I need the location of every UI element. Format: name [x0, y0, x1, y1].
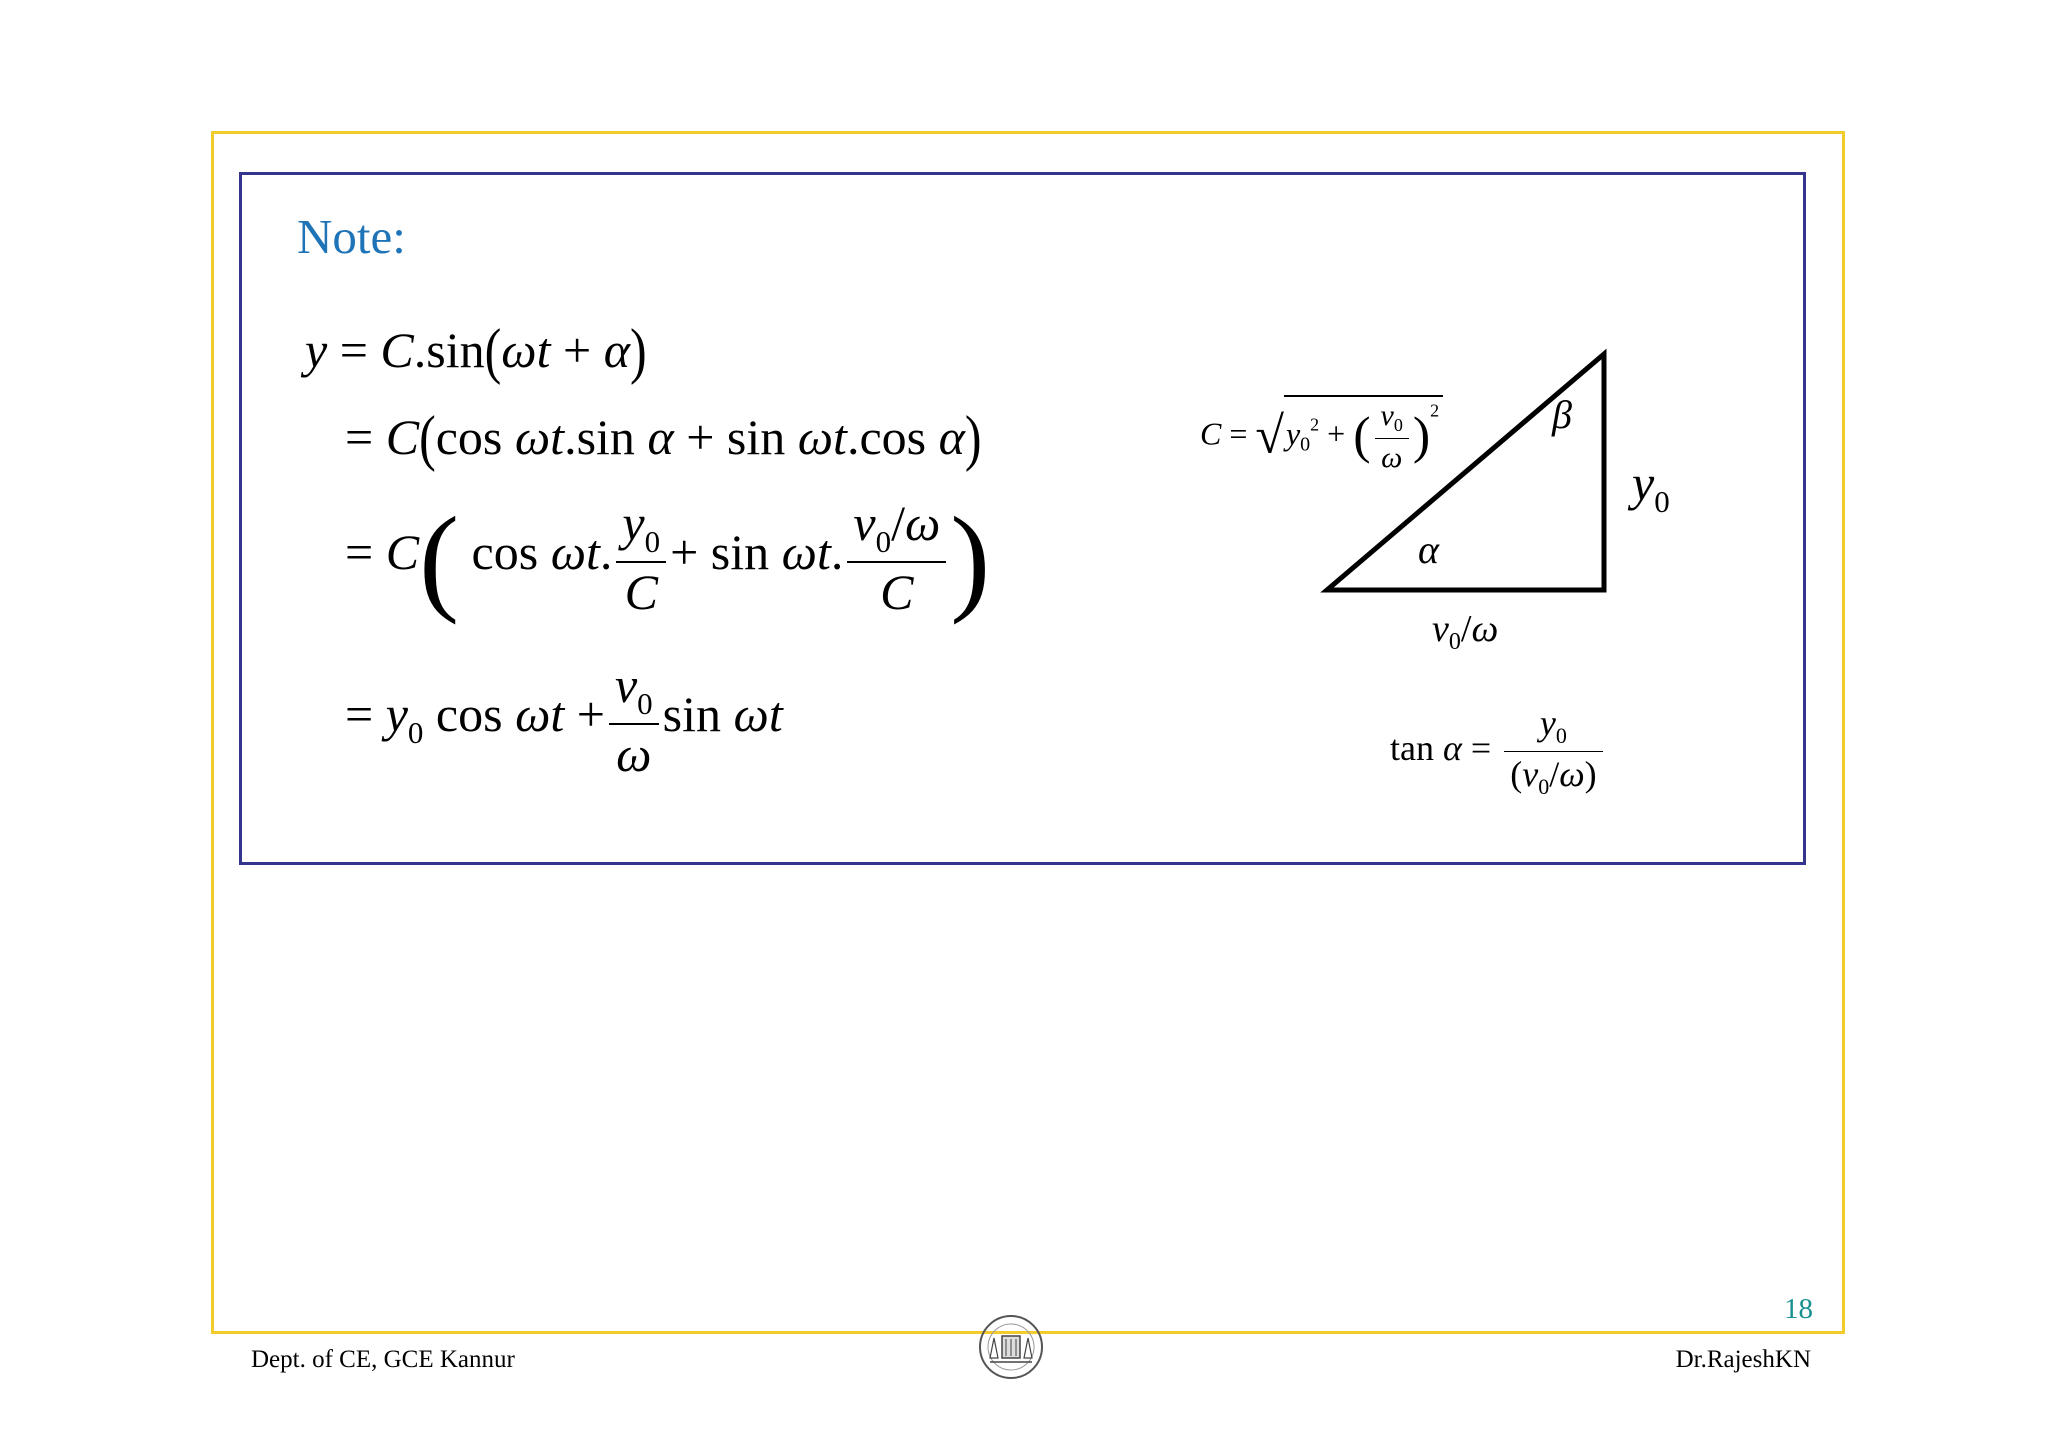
equation-line-2: = C(cos ωt.sin α + sin ωt.cos α)	[345, 402, 982, 472]
angle-beta-label: β	[1552, 392, 1572, 437]
equation-line-4: = $y_0$ cos ωt + $\frac{v_0}{\omega}$ sin ωt	[345, 657, 783, 782]
side-v0-omega-label: $v_0/\omega$	[1432, 608, 1499, 655]
footer-author: Dr.RajeshKN	[1675, 1346, 1811, 1373]
equation-line-1: y = C.sin(ωt + α)	[305, 315, 647, 385]
tan-alpha-formula: tan α = $\frac{y_0}{(v_0/\omega)}$	[1390, 705, 1607, 798]
college-logo	[976, 1312, 1046, 1382]
page-number: 18	[1784, 1293, 1813, 1325]
note-title: Note:	[297, 209, 406, 264]
angle-alpha-label: α	[1418, 527, 1439, 572]
hypotenuse-formula: $C = √y_0^2$ + ( $\frac{v_0}{\omega}$ )$^2$	[1200, 395, 1443, 473]
equation-line-3: = C( cos ωt. $\frac{y_0}{C}$ + sin ωt. $\frac{v_0/\omega}{C}$ )	[345, 491, 991, 625]
side-y0-label: $y_0$	[1632, 455, 1670, 519]
footer-department: Dept. of CE, GCE Kannur	[251, 1346, 515, 1373]
